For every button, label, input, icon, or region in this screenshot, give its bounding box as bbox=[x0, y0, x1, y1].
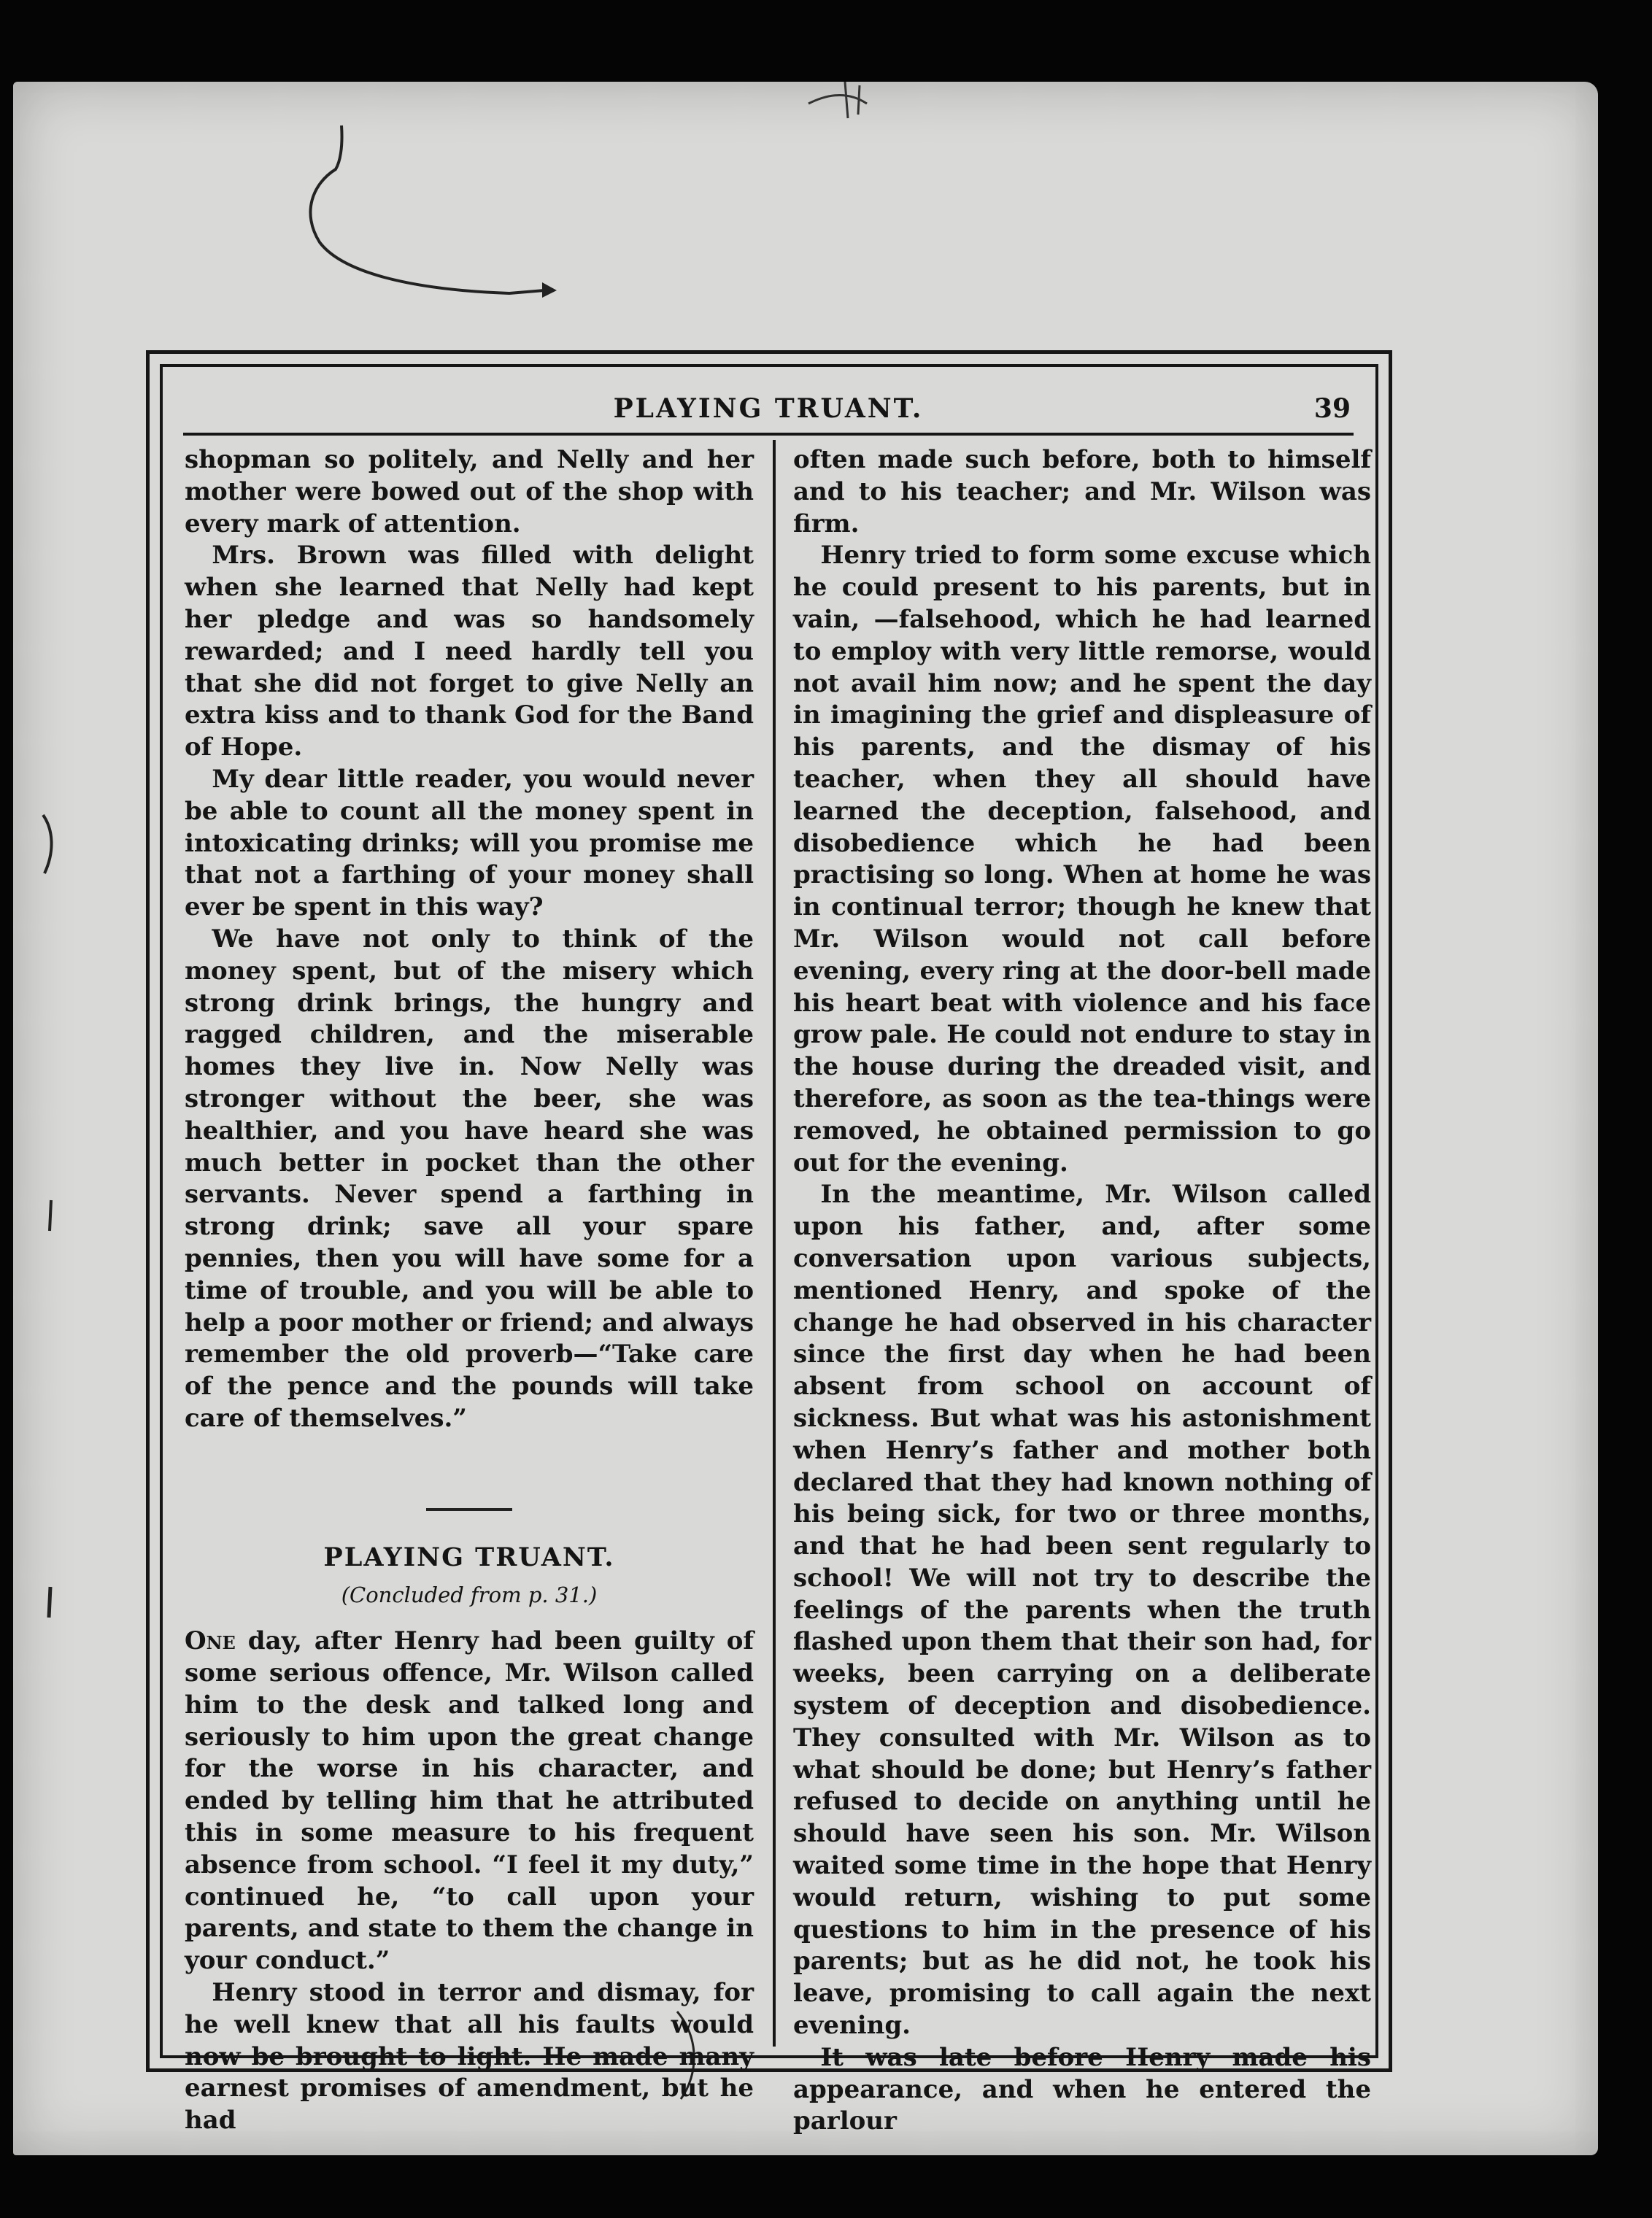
section-subtitle: (Concluded from p. 31.) bbox=[341, 1582, 598, 1607]
margin-mark bbox=[42, 1585, 57, 1621]
lead-word: One bbox=[185, 1626, 236, 1656]
left-column bbox=[185, 444, 754, 2137]
section-divider bbox=[426, 1508, 512, 1511]
paragraph: Mrs. Brown was filled with delight when she learned that Nelly had kept her pledge and was so handsomely rewarded; and I need hardly tell you that she did not forget to give Nelly an extra kiss and to thank God for the Band of Hope. bbox=[185, 541, 754, 762]
pencil-annotation-mark bbox=[290, 118, 597, 337]
paragraph: It was late before Henry made his appearance, and when he entered the parlour bbox=[793, 2042, 1371, 2136]
running-header bbox=[183, 389, 1354, 436]
paragraph: We have not only to think of the money spent, but of the misery which strong drink brings, the hungry and ragged children, and the miserable homes they live in. Now Nelly was stronger without the beer, she was healthier, and you have heard she was much better in pocket than the other servants. Never spend a farthing in strong drink; save all your spare pennies, then you will have some for a time of trouble, and you will be able to help a poor mother or friend; and always remember the old proverb—“Take care of the pence and the pounds will take care of themselves.” bbox=[185, 924, 754, 1433]
margin-mark bbox=[39, 811, 61, 877]
pencil-annotation-mark bbox=[801, 82, 889, 125]
paragraph-text: day, after Henry had been guilty of some serious offence, Mr. Wilson called him to the desk and talked long and seriously to him upon the great change for the worse in his character, and ended by telling him that he attributed this in some measure to his frequent absence from school. “I feel it my duty,” continued he, “to call upon your parents, and state to them the change in your conduct.” bbox=[185, 1626, 754, 1976]
paragraph: Henry stood in terror and dismay, for he well knew that all his faults would now be brought to light. He made many earnest promises of amendment, but he had bbox=[185, 1978, 754, 2136]
right-column bbox=[793, 444, 1371, 2138]
paragraph: often made such before, both to himself and to his teacher; and Mr. Wilson was firm. bbox=[793, 445, 1371, 538]
paragraph bbox=[185, 1626, 754, 1977]
paragraph: In the meantime, Mr. Wilson called upon his father, and, after some conversation upon various subjects, mentioned Henry, and spoke of the change he had observed in his character since the first day when he had been absent from school on account of sickness. But what was his astonishment when Henry’s father and mother both declared that they had known nothing of his being sick, for two or three months, and that he had been sent regularly to school! We will not try to describe the feelings of the parents when the truth flashed upon them that their son had, for weeks, been carrying on a deliberate system of deception and disobedience. They consulted with Mr. Wilson as to what should be done; but Henry’s father refused to decide on anything until he should have seen his son. Mr. Wilson waited some time in the hope that Henry would return, wishing to put some questions to him in the presence of his parents; but as he did not, he took his leave, promising to call again the next evening. bbox=[793, 1180, 1371, 2041]
scanned-page bbox=[13, 82, 1598, 2155]
column-rule bbox=[773, 440, 776, 2047]
page-border-inner bbox=[160, 364, 1378, 2136]
paragraph: My dear little reader, you would never be able to count all the money spent in intoxicating drinks; will you promise me that not a farthing of your money shall ever be spent in this way? bbox=[185, 764, 754, 922]
paragraph: Henry tried to form some excuse which he could present to his parents, but in vain, —falsehood, which he had learned to employ with very little remorse, would not avail him now; and he spent the day in imagining the grief and displeasure of his parents, and the dismay of his teacher, when they all should have learned the deception, falsehood, and disobedience which he had been practising so long. When at home he was in continual terror; though he knew that Mr. Wilson would not call before evening, every ring at the door-bell made his heart beat with violence and his face grow pale. He could not endure to stay in the house during the dreaded visit, and therefore, as soon as the tea-things were removed, he obtained permission to go out for the evening. bbox=[793, 541, 1371, 1178]
page-number: 39 bbox=[1313, 393, 1351, 424]
paragraph: shopman so politely, and Nelly and her mother were bowed out of the shop with every mark of attention. bbox=[185, 445, 754, 538]
page-border bbox=[146, 350, 1392, 2136]
section-title: PLAYING TRUANT. bbox=[323, 1542, 615, 1572]
margin-mark bbox=[44, 1198, 58, 1234]
running-title: PLAYING TRUANT. bbox=[613, 393, 924, 424]
